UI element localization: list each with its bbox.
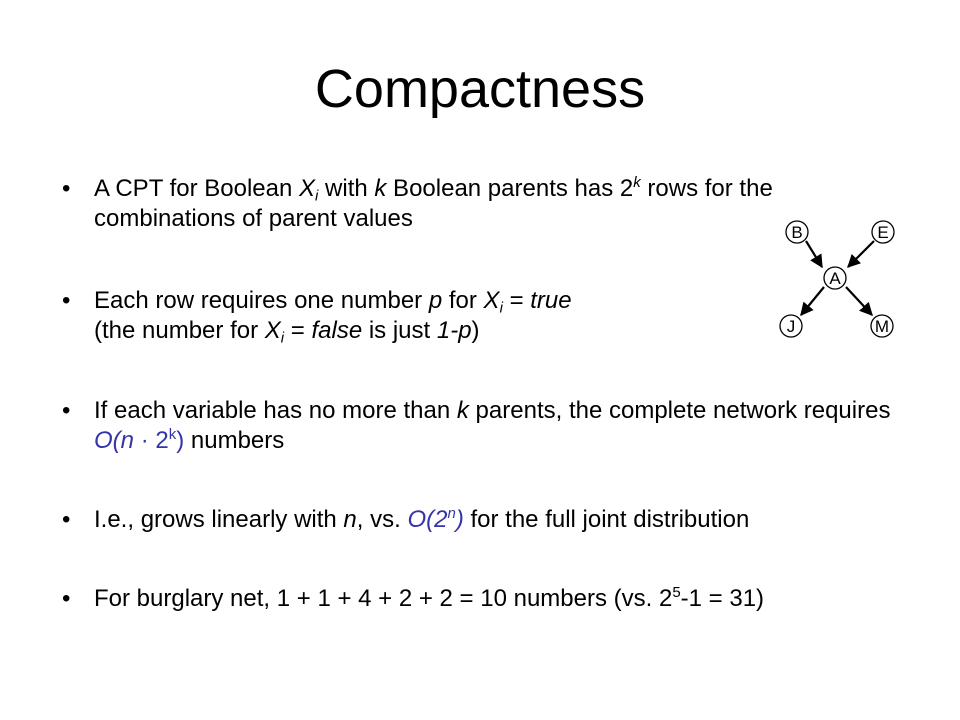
slide-title: Compactness xyxy=(314,59,646,119)
edge-a-m xyxy=(846,287,872,315)
bullet-text: I.e., grows linearly with n, vs. O(2$^n$) for the full joint distribution xyxy=(94,505,750,533)
svg-text:M: M xyxy=(874,317,890,336)
svg-text:B: B xyxy=(791,223,803,242)
node-e xyxy=(872,221,894,243)
bullet-text: A CPT for Boolean $X_i$ with k Boolean parents has 2$^k$ rows for the combinations of parent values xyxy=(94,174,773,232)
bullet-symbol: • xyxy=(62,287,71,314)
node-m xyxy=(871,315,893,337)
node-j xyxy=(780,315,802,337)
svg-text:E: E xyxy=(877,223,889,242)
edge-e-a xyxy=(848,241,874,267)
bullet-symbol: • xyxy=(62,585,71,612)
bullet-text: If each variable has no more than k parents, the complete network requires $O(n \cdot 2^k)$ numbers xyxy=(94,397,891,454)
bullet-text: For burglary net, 1 + 1 + 4 + 2 + 2 = 10 numbers (vs. $2^5-1 = 31$) xyxy=(94,584,765,612)
bullet-symbol: • xyxy=(62,397,71,424)
node-b xyxy=(786,221,808,243)
edge-b-a xyxy=(806,241,822,267)
big-o-expression: $O(n \cdot 2^k)$ xyxy=(94,426,185,454)
svg-text:A: A xyxy=(829,269,841,288)
big-o-expression: O(2$^n$) xyxy=(407,505,464,533)
bullet-symbol: • xyxy=(62,175,71,202)
burglary-network-diagram xyxy=(760,212,920,352)
bullet-text: Each row requires one number p for $X_i$ = true (the number for $X_i$ = false is just 1-p) xyxy=(94,287,572,347)
node-a xyxy=(824,267,846,289)
edge-a-j xyxy=(801,287,824,315)
bullet-symbol: • xyxy=(62,506,71,533)
svg-text:J: J xyxy=(786,317,796,336)
